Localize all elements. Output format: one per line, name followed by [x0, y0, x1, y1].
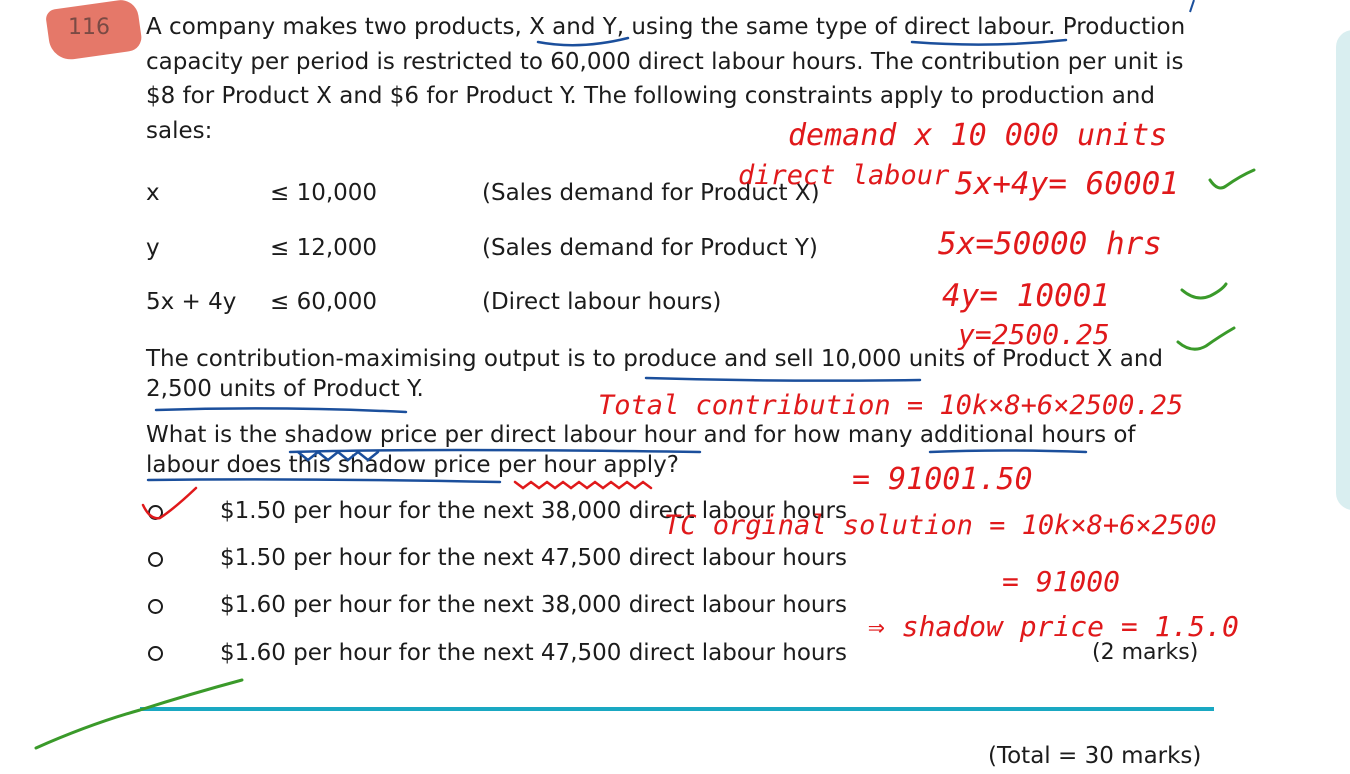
underline-direct-labour — [912, 40, 1066, 45]
squiggle-shadow — [298, 452, 378, 460]
check-2 — [1182, 284, 1226, 298]
ask-line-2: labour does this shadow price per hour apply? — [146, 452, 679, 478]
ask-line-1: What is the shadow price per direct labour hour and for how many additional hours of — [146, 422, 1136, 448]
solution-line-1: The contribution-maximising output is to produce and sell 10,000 units of Product X and — [146, 346, 1164, 372]
note-total-contribution: Total contribution = 10k×8+6×2500.25 — [598, 390, 1184, 421]
solution-line-2: 2,500 units of Product Y. — [146, 376, 424, 402]
note-direct-labour: direct labour — [738, 160, 950, 191]
intro-line-2: capacity per period is restricted to 60,000 direct labour hours. The contribution per unit is — [146, 49, 1184, 75]
note-demand: demand x 10 000 units — [788, 118, 1168, 153]
constraint-description: (Direct labour hours) — [482, 289, 722, 315]
constraint-description: (Sales demand for Product Y) — [482, 235, 818, 261]
constraint-description: (Sales demand for Product X) — [482, 180, 820, 206]
constraint-variable: x — [146, 180, 160, 206]
option-label[interactable]: $1.60 per hour for the next 38,000 direct labour hours — [220, 592, 847, 618]
option-label[interactable]: $1.60 per hour for the next 47,500 direct labour hours — [220, 640, 847, 666]
check-1 — [1210, 170, 1254, 188]
underline-shadow-price — [290, 450, 700, 452]
note-total-value: = 91001.50 — [852, 462, 1033, 497]
constraint-limit: ≤ 12,000 — [270, 235, 378, 261]
total-marks: (Total = 30 marks) — [988, 743, 1202, 769]
note-tc-value: = 91000 — [1002, 565, 1121, 598]
option-label[interactable]: $1.50 per hour for the next 38,000 direct labour hours — [220, 498, 847, 524]
note-equation-2: 5x=50000 hrs — [938, 226, 1162, 262]
constraint-limit: ≤ 60,000 — [270, 289, 378, 315]
green-stroke — [36, 680, 242, 748]
question-number: 116 — [68, 15, 110, 40]
squiggle-per-hour — [515, 482, 651, 488]
note-shadow-price: ⇒ shadow price = 1.5.0 — [868, 610, 1239, 643]
note-tc-original: TC orginal solution = 10k×8+6×2500 — [664, 510, 1217, 541]
underline-additional — [930, 451, 1086, 453]
option-label[interactable]: $1.50 per hour for the next 47,500 direct labour hours — [220, 545, 847, 571]
note-equation-4: y=2500.25 — [958, 318, 1110, 351]
note-equation-1: 5x+4y= 60001 — [955, 166, 1179, 202]
corner-mark — [1190, 0, 1194, 12]
answer-tick — [143, 488, 196, 518]
constraint-variable: y — [146, 235, 160, 261]
constraint-limit: ≤ 10,000 — [270, 180, 378, 206]
intro-line-3: $8 for Product X and $6 for Product Y. The following constraints apply to production and — [146, 83, 1155, 109]
intro-line-4: sales: — [146, 118, 213, 144]
underline-produce — [646, 378, 920, 381]
constraint-variable: 5x + 4y — [146, 289, 237, 315]
check-3 — [1178, 328, 1234, 349]
underline-labour-does — [148, 479, 500, 482]
marks-label: (2 marks) — [1092, 640, 1199, 665]
underline-x-and-y — [538, 38, 628, 45]
intro-line-1: A company makes two products, X and Y, using the same type of direct labour. Production — [146, 14, 1186, 40]
note-equation-3: 4y= 10001 — [942, 278, 1110, 314]
underline-2500-units — [156, 408, 406, 412]
